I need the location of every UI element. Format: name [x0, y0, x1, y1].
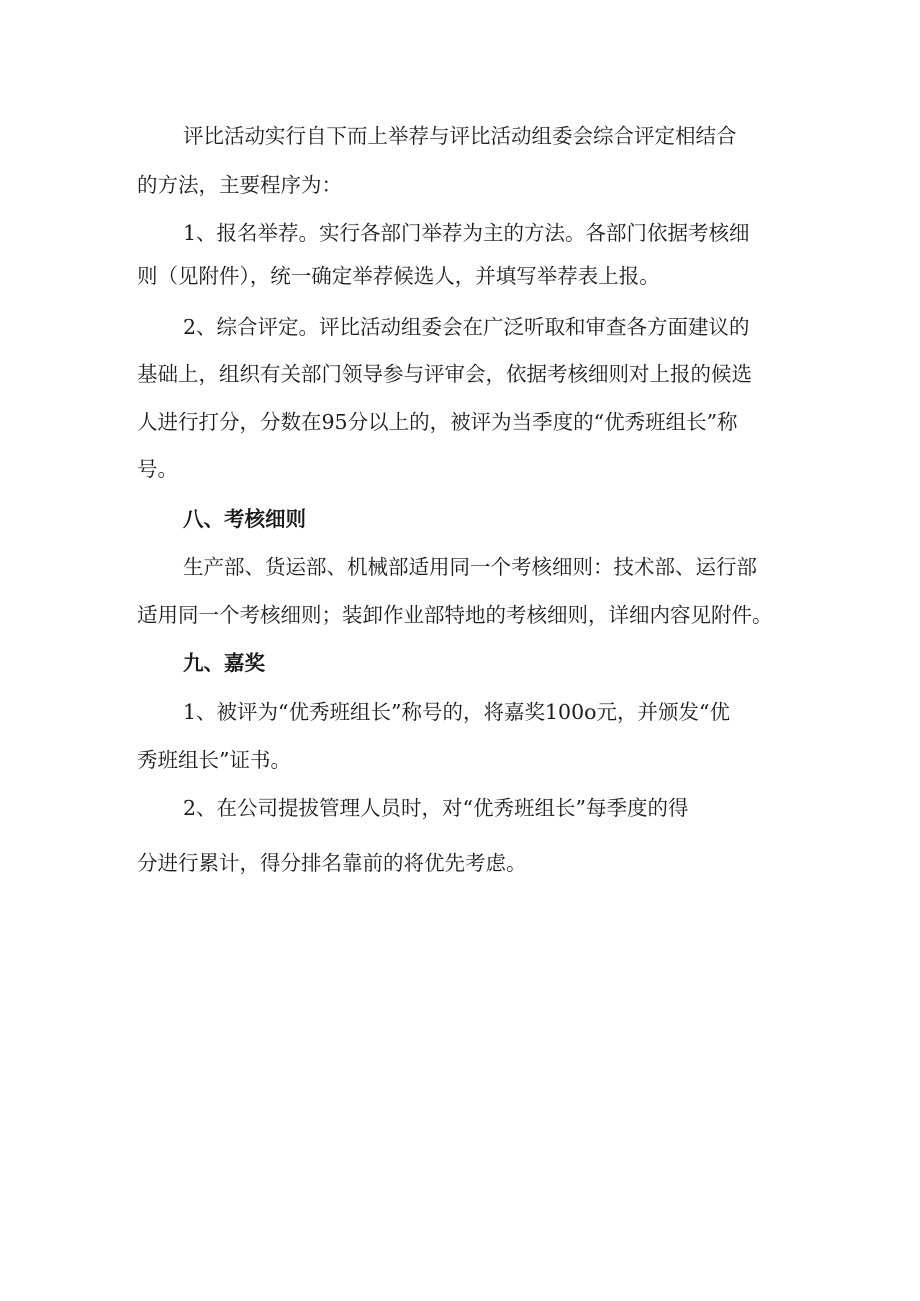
section9-item2-line-2: 分进行累计，得分排名靠前的将优先考虑。 [137, 851, 527, 875]
step1-line-1: 1、报名举荐。实行各部门举荐为主的方法。各部门依据考核细 [183, 221, 750, 245]
step1-line-2: 则（见附件），统一确定举荐候选人，并填写举荐表上报。 [137, 264, 660, 288]
intro-line-1: 评比活动实行自下而上举荐与评比活动组委会综合评定相结合 [183, 124, 737, 148]
section9-item2-line-1: 2、在公司提拔管理人员时，对“优秀班组长”每季度的得 [183, 796, 689, 820]
section9-item1-line-2: 秀班组长”证书。 [137, 748, 291, 772]
step2-line-3: 人进行打分，分数在95分以上的，被评为当季度的“优秀班组长”称 [137, 410, 738, 434]
intro-line-2: 的方法，主要程序为： [137, 173, 342, 197]
step2-line-1: 2、综合评定。评比活动组委会在广泛听取和审查各方面建议的 [183, 315, 750, 339]
section8-line-2: 适用同一个考核细则；装卸作业部特地的考核细则，详细内容见附件。 [137, 603, 773, 627]
section9-item1-line-1: 1、被评为“优秀班组长”称号的，将嘉奖100o元，并颁发“优 [183, 700, 730, 724]
section9-heading: 九、嘉奖 [183, 651, 265, 675]
step2-line-4: 号。 [137, 457, 178, 481]
section8-line-1: 生产部、货运部、机械部适用同一个考核细则：技术部、运行部 [183, 555, 757, 579]
section8-heading: 八、考核细则 [183, 507, 306, 531]
step2-line-2: 基础上，组织有关部门领导参与评审会，依据考核细则对上报的候选 [137, 362, 752, 386]
